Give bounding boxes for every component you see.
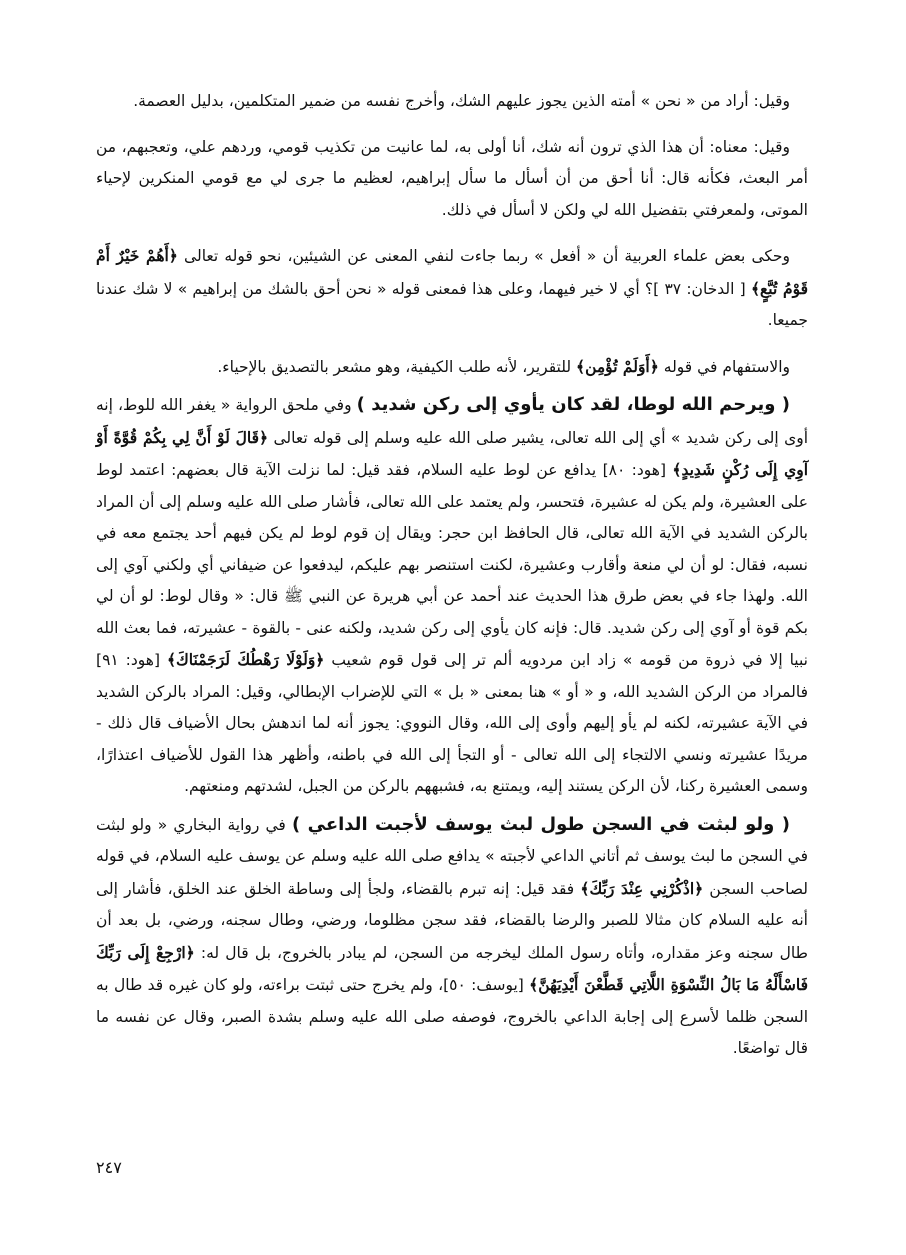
document-page — [96, 86, 808, 1079]
quran-verse: ﴿اذْكُرْنِي عِنْدَ رَبِّكَ﴾ — [580, 878, 704, 898]
paragraph-text: [يوسف: ٥٠]، ولم يخرج حتى ثبتت براءته، ولو كان غيره قد طال به السجن ظلما لأسرع إلى إجابة الداعي بالخروج، فوصفه صلى الله عليه وسلم بشدة الصبر، وقال عن نفسه ما قال تواضعًا. — [96, 976, 808, 1057]
paragraph-text: فقد قيل: إنه تبرم بالقضاء، ولجأ إلى وساطة الخلق عند الخلق، فأشار إلى أنه عليه السلام كان مثالا للصبر والرضا بالقضاء، فقد سجن مظلوما، ورضي، وطال سجنه، ورضي، بل بعد أن طال سجنه وعز مقداره، وأتاه رسول الملك ليخرجه من السجن، لم يبادر بالخروج، بل قال له: — [96, 879, 808, 962]
paragraph-6 — [96, 809, 808, 1065]
paragraph-text: [هود: ٩١] فالمراد من الركن الشديد الله، و « أو » هنا بمعنى « بل » التي للإضراب الإبطالي، وقيل: المراد بالركن الشديد في الآية عشيرته، لكنه لم يأو إليهم وأوى إلى الله، وقال النووي: يجوز أنه لما اندهش بحال الأضياف قال ذلك - مريدًا عشيرته ونسي الالتجاء إلى الله تعالى - أو التجأ إلى الله في باطنه، وأظهر هذا القول للأضياف اعتذارًا، وسمى العشيرة ركنا، لأن الركن يستند إليه، ويمتنع به، فشبههم بالركن من الجبل، لشدتهم ومنعتهم. — [96, 651, 808, 795]
paragraph-text: وفي ملحق الرواية « يغفر الله للوط، إنه أوى إلى ركن شديد » أي إلى الله تعالى، يشير صلى الله عليه وسلم إلى قوله تعالى — [96, 396, 808, 447]
paragraph-2 — [96, 132, 808, 227]
paragraph-1 — [96, 86, 808, 118]
page-number: ٢٤٧ — [96, 1158, 122, 1177]
hadith-heading: ( ولو لبثت في السجن طول لبث يوسف لأجبت الداعي ) — [291, 813, 790, 835]
paragraph-text: وحكى بعض علماء العربية أن « أفعل » ربما جاءت لنفي المعنى عن الشيئين، نحو قوله تعالى — [177, 247, 790, 265]
paragraph-4 — [96, 351, 808, 384]
paragraph-text: وقيل: معناه: أن هذا الذي ترون أنه شك، أنا أولى به، لما عانيت من تكذيب قومي، وردهم علي، وتعجبهم، من أمر البعث، فكأنه قال: أنا أحق من أن أسأل ما سأل إبراهيم، لعظيم ما جرى لي مع قومي المنكرين لإحياء الموتى، ولمعرفتي بتفضيل الله لي ولكن لا أسأل في ذلك. — [96, 137, 808, 219]
paragraph-3 — [96, 240, 808, 337]
quran-verse: ﴿أَهُمْ خَيْرٌ أَمْ قَوْمُ تُبَّعٍ﴾ — [96, 246, 808, 298]
paragraph-text: [هود: ٨٠] يدافع عن لوط عليه السلام، فقد قيل: لما نزلت الآية قال بعضهم: اعتمد لوط على العشيرة، ولم يكن له عشيرة، فتحسر، ولم يعتمد على الله تعالى، فأشار صلى الله عليه وسلم إلى أن المراد بالركن الشديد في الآية الله تعالى، قال الحافظ ابن حجر: ويقال إن قوم لوط لم يكن فيهم أحد يجتمع معه في نسبه، فقال: لو أن لي منعة وأقارب وعشيرة، لكنت استنصر بهم عليكم، ليدفعوا عن ضيفاني أي ولكني آوي إلى الله. ولهذا جاء في بعض طرق هذا الحديث عند أحمد عن أبي هريرة عن النبي ﷺ قال: « وقال لوط: لو أن لي بكم قوة أو آوي إلى ركن شديد. قال: فإنه كان يأوي إلى ركن شديد، ولكنه عنى - بالقوة - عشيرته، فما بعث الله نبيا إلا في ذروة من قومه » زاد ابن مردويه ألم تر إلى قول قوم شعيب — [96, 461, 808, 669]
paragraph-text: وقيل: أراد من « نحن » أمته الذين يجوز عليهم الشك، وأخرج نفسه من ضمير المتكلمين، بدليل العصمة. — [133, 92, 790, 110]
quran-verse: ﴿ارْجِعْ إِلَى رَبِّكَ فَاسْأَلْهُ مَا بَالُ النِّسْوَةِ اللَّاتِي قَطَّعْنَ أَيْدِيَهُنَّ﴾ — [96, 942, 808, 994]
paragraph-5 — [96, 389, 808, 803]
paragraph-text: للتقرير، لأنه طلب الكيفية، وهو مشعر بالتصديق بالإحياء. — [217, 357, 576, 376]
paragraph-text: والاستفهام في قوله — [658, 357, 790, 376]
paragraph-text: [ الدخان: ٣٧ ]؟ أي لا خير فيهما، وعلى هذا فمعنى قوله « نحن أحق بالشك من إبراهيم » لا شك عندنا جميعا. — [96, 279, 808, 329]
quran-verse: ﴿قَالَ لَوْ أَنَّ لِي بِكُمْ قُوَّةً أَوْ آوِي إِلَى رُكْنٍ شَدِيدٍ﴾ — [96, 427, 808, 479]
hadith-heading: ( ويرحم الله لوطا، لقد كان يأوي إلى ركن شديد ) — [356, 394, 790, 415]
quran-verse: ﴿أَوَلَمْ تُؤْمِن﴾ — [576, 356, 659, 376]
quran-verse: ﴿وَلَوْلَا رَهْطُكَ لَرَجَمْنَاكَ﴾ — [166, 650, 325, 669]
paragraph-text: في رواية البخاري « ولو لبثت في السجن ما لبث يوسف ثم أتاني الداعي لأجبته » يدافع صلى الله عليه وسلم عن يوسف عليه السلام، في قوله لصاحب السجن — [96, 815, 808, 898]
